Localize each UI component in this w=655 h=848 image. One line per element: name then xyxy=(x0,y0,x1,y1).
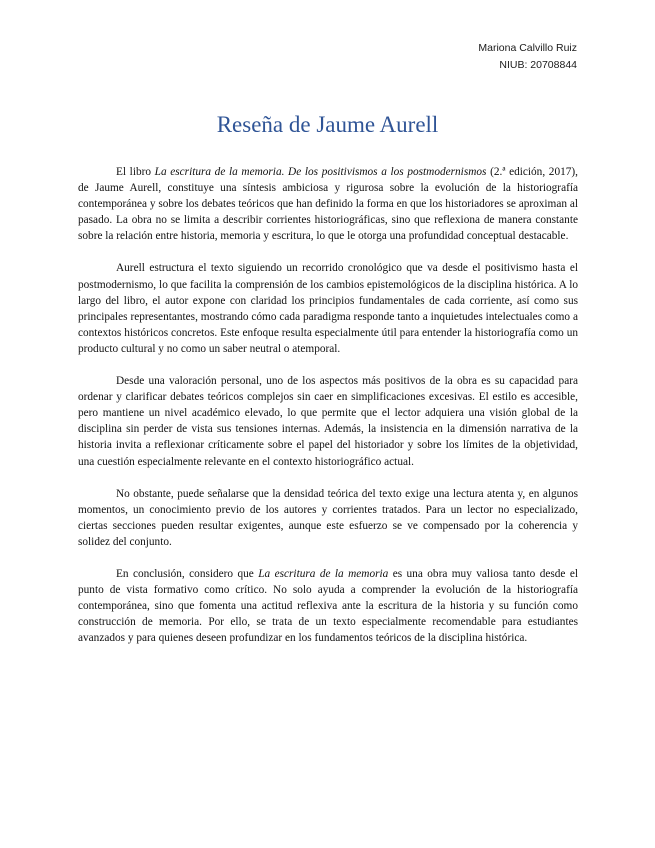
document-title: Reseña de Jaume Aurell xyxy=(216,112,439,137)
paragraph-5-rest: es una obra muy valiosa tanto desde el punto de vista formativo como crítico. No solo ayuda a comprender la evolución de la historiografía contemporánea, sino que fomenta una actitud reflexiva ante la escritura de la historia y su función como construcción de memoria. Por ello, se trata de un texto especialmente recomendable para estudiantes avanzados y para quienes deseen profundizar en los fundamentos teóricos de la disciplina histórica. xyxy=(78,567,578,645)
paragraph-3: Desde una valoración personal, uno de los aspectos más positivos de la obra es su capacidad para ordenar y clarificar debates teóricos complejos sin caer en simplificaciones excesivas. El estilo es accesible, pero mantiene un nivel académico elevado, lo que permite que el lector adquiera una visión global de la disciplina sin perder de vista sus tensiones internas. Además, la insistencia en la dimensión narrativa de la historia invita a reflexionar críticamente sobre el papel del historiador y sobre los límites de la objetividad, una cuestión especialmente relevante en el contexto historiográfico actual. xyxy=(78,375,578,468)
paragraph-4: No obstante, puede señalarse que la densidad teórica del texto exige una lectura atenta y, en algunos momentos, un conocimiento previo de los autores y corrientes tratados. Para un lector no especializado, ciertas secciones pueden resultar exigentes, aunque este esfuerzo se ve compensado por la coherencia y solidez del conjunto. xyxy=(78,487,578,548)
paragraph-1-intro: El libro xyxy=(116,166,155,178)
paragraph-5-intro: En conclusión, considero que xyxy=(116,567,259,580)
document-body xyxy=(78,164,578,662)
paragraph-2: Aurell estructura el texto siguiendo un recorrido cronológico que va desde el positivismo hasta el postmodernismo, lo que facilita la comprensión de los cambios epistemológicos de la disciplina histórica. A lo largo del libro, el autor expone con claridad los principios fundamentales de cada corriente, así como sus principales representantes, mostrando cómo cada paradigma responde tanto a inquietudes intelectuales como a contextos históricos concretos. Este enfoque resulta especialmente útil para entender la historiografía como un producto cultural y no como un saber neutral o atemporal. xyxy=(78,262,578,355)
paragraph-1 xyxy=(78,164,578,244)
author-header xyxy=(478,40,577,74)
author-name: Mariona Calvillo Ruiz xyxy=(478,42,577,54)
paragraph-5 xyxy=(78,566,578,646)
paragraph-1-rest: (2.ª edición, 2017), de Jaume Aurell, constituye una síntesis ambiciosa y rigurosa sobre la evolución de la historiografía contemporánea y sobre los debates teóricos que han definido la forma en que los historiadores se aproximan al pasado. La obra no se limita a describir corrientes historiográficas, sino que reflexiona de manera constante sobre la relación entre historia, memoria y escritura, lo que le otorga una profundidad conceptual destacable. xyxy=(78,166,578,243)
book-title-full: La escritura de la memoria. De los positivismos a los postmodernismos xyxy=(154,166,487,178)
student-id: NIUB: 20708844 xyxy=(499,59,577,71)
book-title-short: La escritura de la memoria xyxy=(258,567,389,580)
